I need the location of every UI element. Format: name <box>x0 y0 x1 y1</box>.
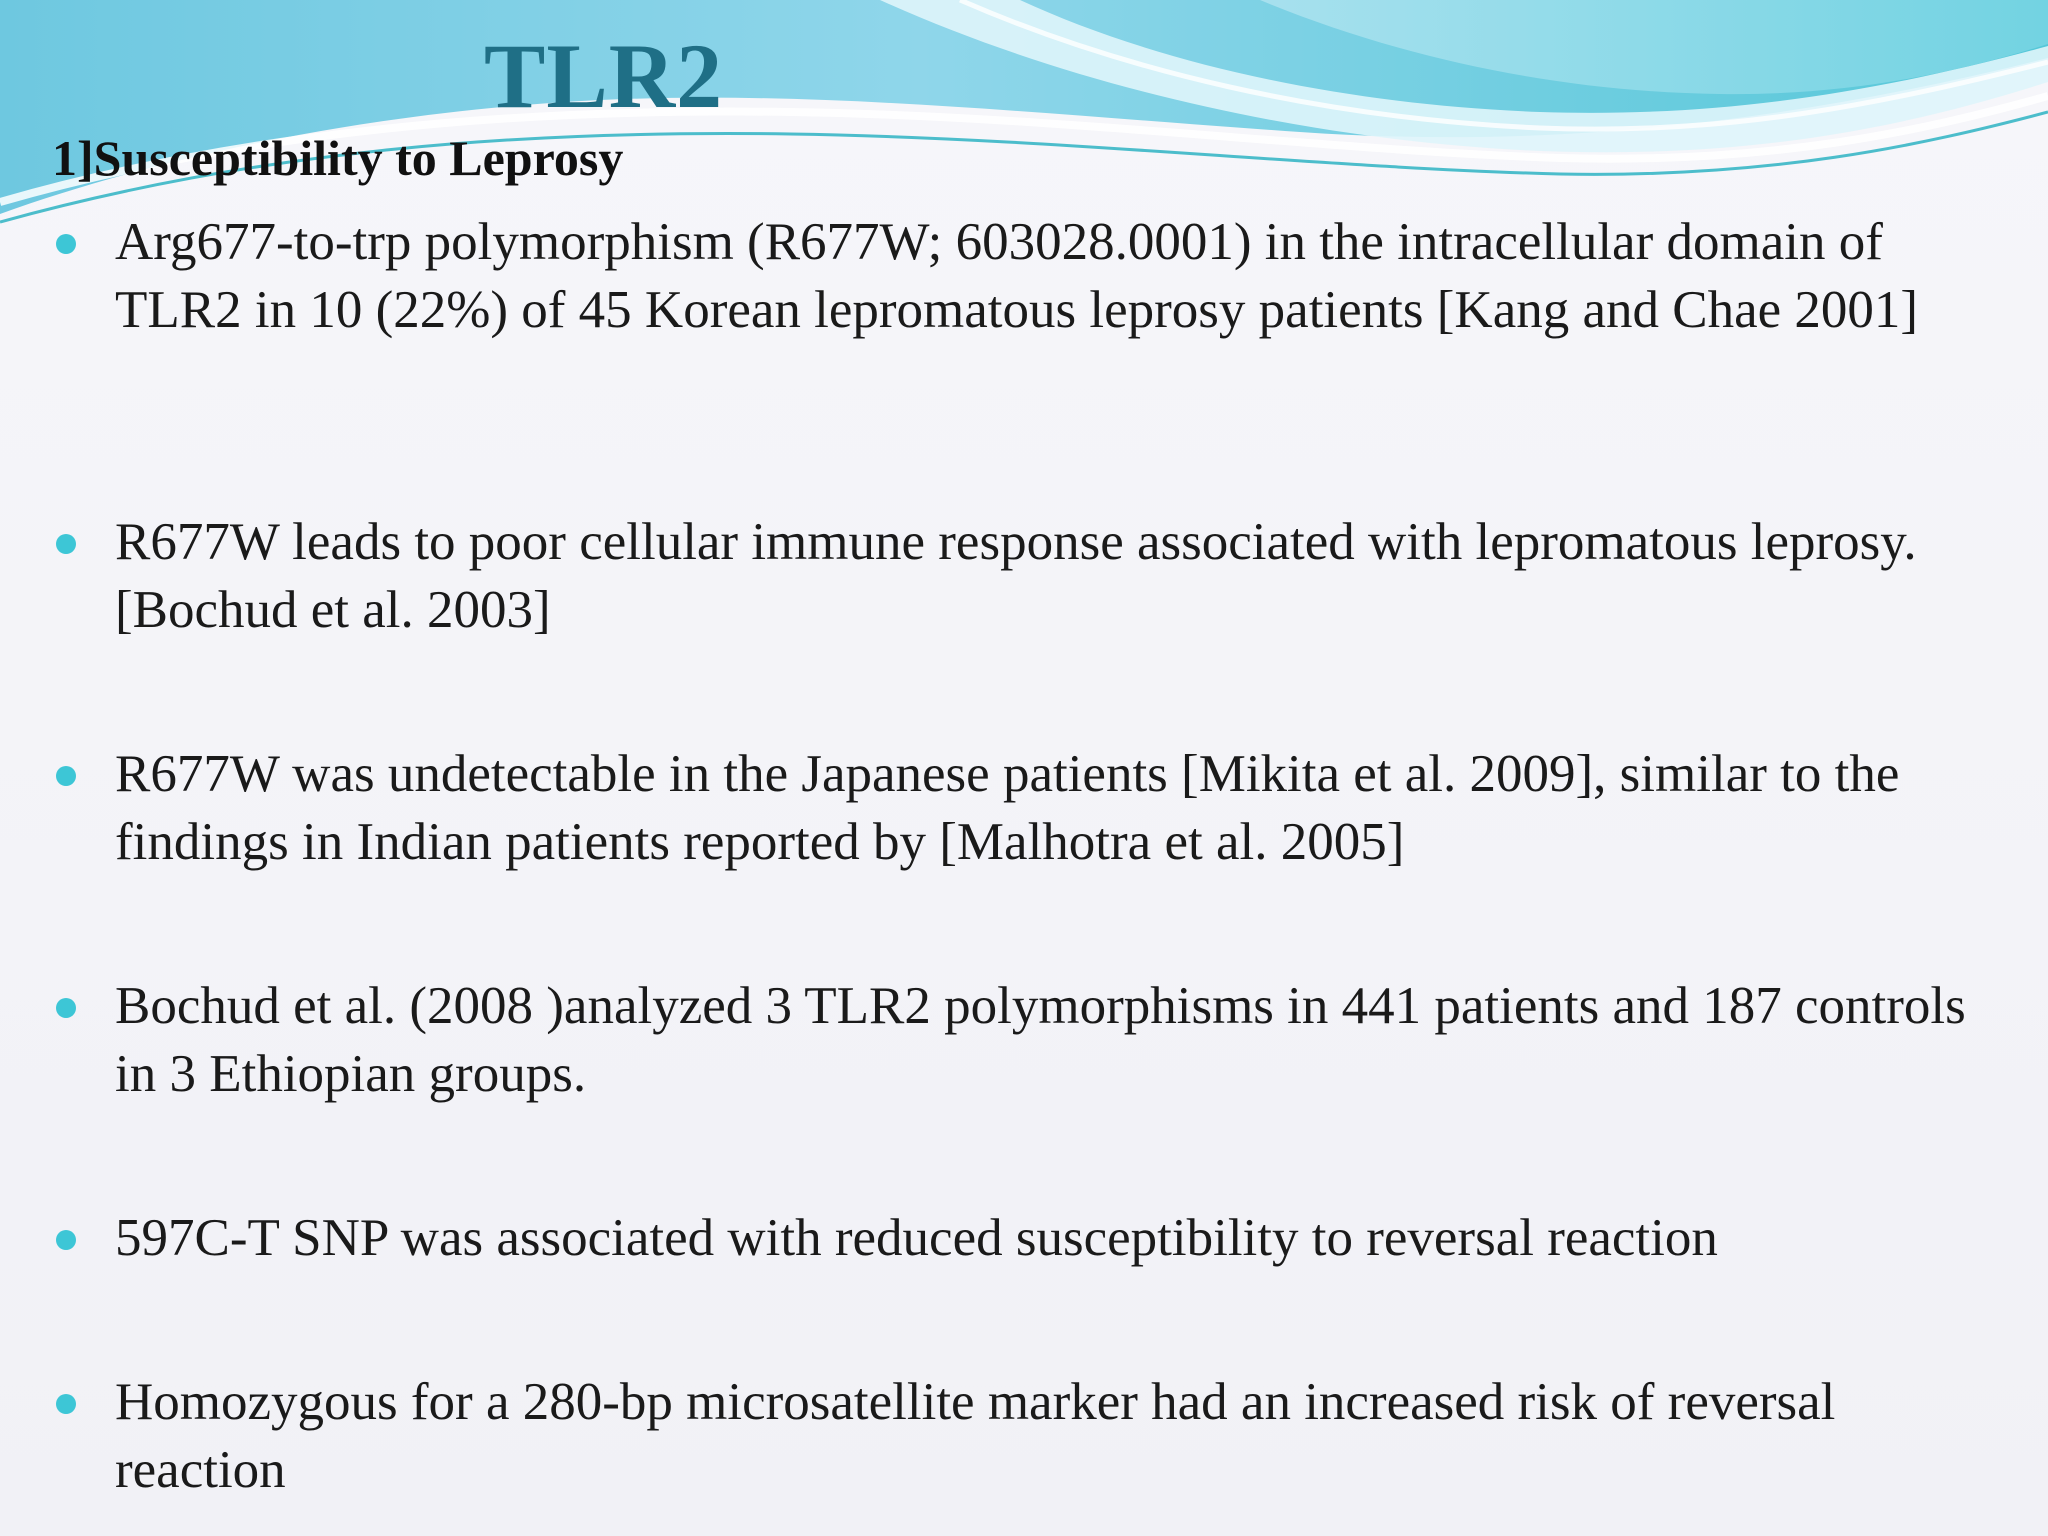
list-item <box>115 208 1975 344</box>
bullet-dot-icon <box>56 1394 76 1414</box>
bullet-dot-icon <box>56 234 76 254</box>
list-item <box>115 508 1975 644</box>
bullet-text: R677W was undetectable in the Japanese patients [Mikita et al. 2009], similar to the findings in Indian patients reported by [Malhotra et al. 2005] <box>115 745 1900 871</box>
list-item <box>115 972 1975 1108</box>
header-wave-decoration <box>0 0 2048 240</box>
slide-subtitle: 1]Susceptibility to Leprosy <box>52 130 624 186</box>
list-item <box>115 1368 1975 1504</box>
list-item <box>115 1204 1975 1272</box>
bullet-dot-icon <box>56 766 76 786</box>
bullet-dot-icon <box>56 534 76 554</box>
bullet-text: 597C-T SNP was associated with reduced susceptibility to reversal reaction <box>115 1209 1718 1267</box>
bullet-text: R677W leads to poor cellular immune response associated with lepromatous leprosy.[Bochud et al. 2003] <box>115 513 1917 639</box>
slide-title: TLR2 <box>484 25 724 127</box>
bullet-text: Homozygous for a 280-bp microsatellite marker had an increased risk of reversal reaction <box>115 1373 1836 1499</box>
list-item <box>115 740 1975 876</box>
bullet-text: Arg677-to-trp polymorphism (R677W; 603028.0001) in the intracellular domain of TLR2 in 10 (22%) of 45 Korean lepromatous leprosy patients [Kang and Chae 2001] <box>115 213 1919 339</box>
bullet-text: Bochud et al. (2008 )analyzed 3 TLR2 polymorphisms in 441 patients and 187 controls in 3 Ethiopian groups. <box>115 977 1966 1103</box>
bullet-dot-icon <box>56 998 76 1018</box>
bullet-dot-icon <box>56 1230 76 1250</box>
